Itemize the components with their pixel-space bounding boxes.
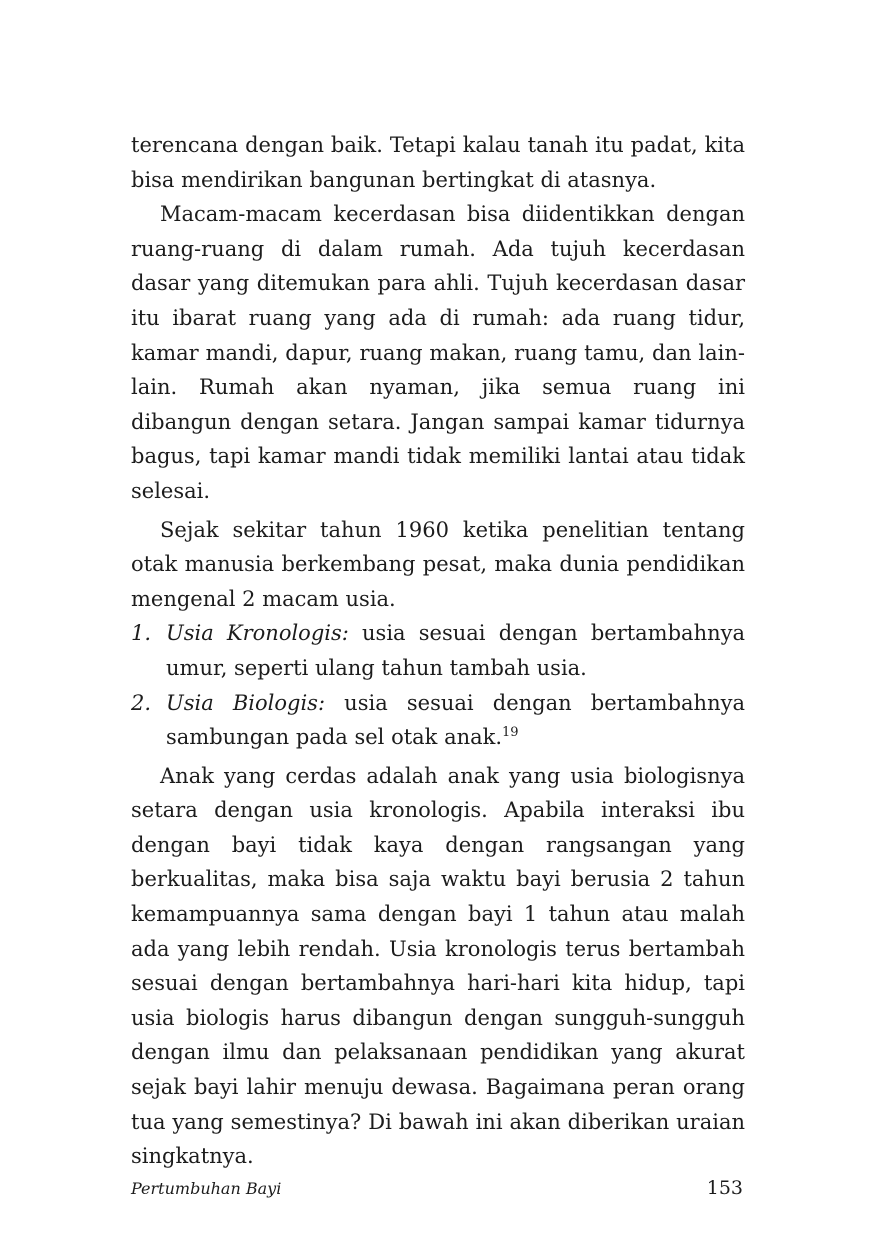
paragraph-1: terencana dengan baik. Tetapi kalau tanah itu padat, kita bisa mendirikan bangunan bertingkat di atasnya. (131, 133, 745, 192)
age-types-list (131, 616, 745, 754)
paragraph-4: Anak yang cerdas adalah anak yang usia biologisnya setara dengan usia kronologis. Apabila interaksi ibu dengan bayi tidak kaya dengan rangsangan yang berkualitas, maka bisa saja waktu bayi berusia 2 tahun kemampuannya sama dengan bayi 1 tahun atau malah ada yang lebih rendah. Usia kronologis terus bertambah sesuai dengan bertambahnya hari-hari kita hidup, tapi usia biologis harus dibangun dengan sungguh-sungguh dengan ilmu dan pelaksanaan pendidikan yang akurat sejak bayi lahir menuju dewasa. Bagaimana peran orang tua yang semestinya? Di bawah ini akan diberikan uraian singkatnya. (131, 763, 745, 1169)
list-number: 1. (131, 621, 152, 646)
page-number: 153 (706, 1177, 743, 1199)
list-item-chronological-age (131, 616, 745, 685)
paragraph-2: Macam-macam kecerdasan bisa diidentikkan dengan ruang-ruang di dalam rumah. Ada tujuh kecerdasan dasar yang ditemukan para ahli. Tujuh kecerdasan dasar itu ibarat ruang yang ada di rumah: ada ruang tidur, kamar mandi, dapur, ruang makan, ruang tamu, dan lain-lain. Rumah akan nyaman, jika semua ruang ini dibangun dengan setara. Jangan sampai kamar tidurnya bagus, tapi kamar mandi tidak memiliki lantai atau tidak selesai. (131, 202, 745, 503)
list-text: usia sesuai dengan bertambahnya sambungan pada sel otak anak. (166, 690, 745, 750)
list-number: 2. (131, 690, 152, 715)
running-footer-title: Pertumbuhan Bayi (131, 1179, 282, 1198)
list-term: Usia Biologis: (166, 690, 326, 715)
list-text: usia sesuai dengan bertambahnya umur, seperti ulang tahun tambah usia. (166, 621, 745, 680)
list-item-biological-age (131, 686, 745, 755)
paragraph-3: Sejak sekitar tahun 1960 ketika penelitian tentang otak manusia berkembang pesat, maka dunia pendidikan mengenal 2 macam usia. (131, 517, 745, 611)
list-term: Usia Kronologis: (166, 621, 349, 646)
footnote-marker[interactable]: 19 (502, 725, 519, 741)
page-body (131, 128, 745, 1174)
